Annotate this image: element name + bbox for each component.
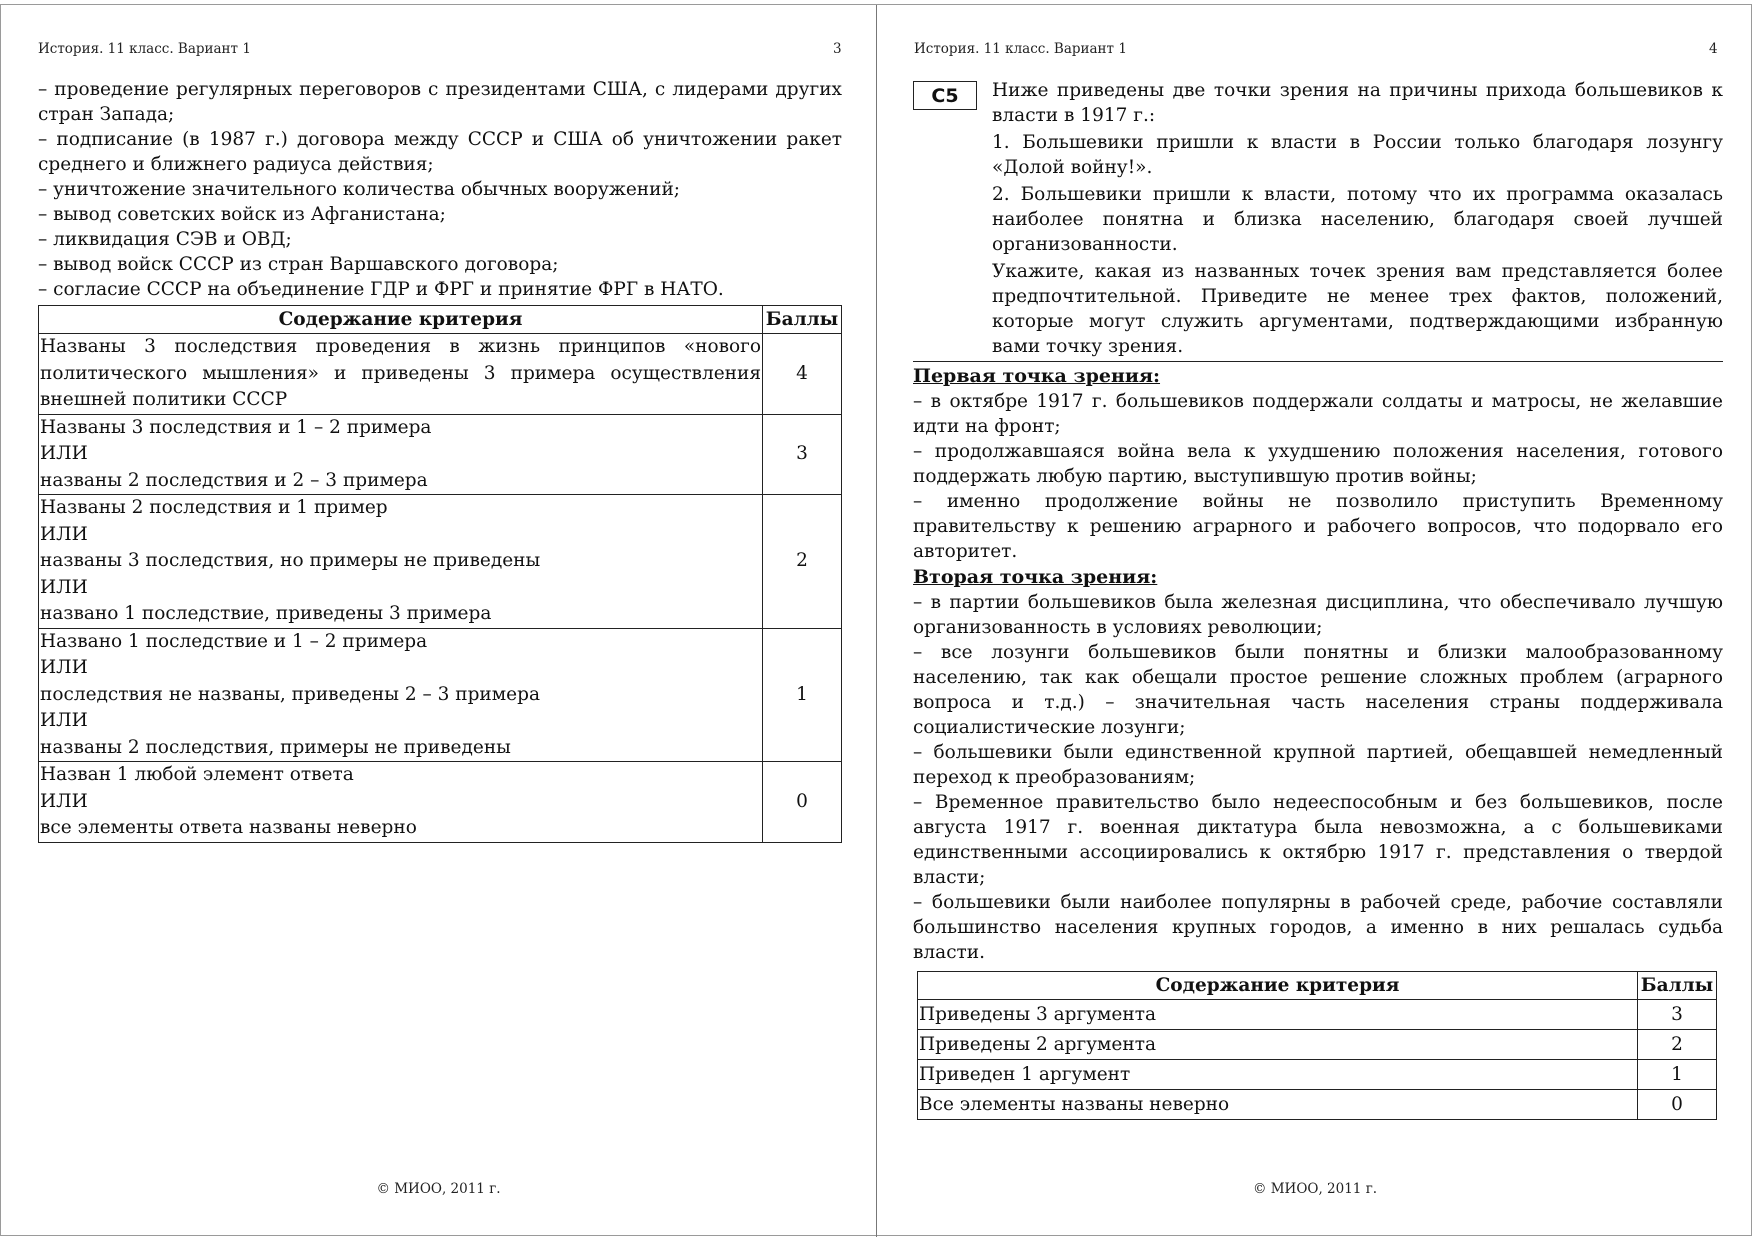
criterion-line: Названы 3 последствия и 1 – 2 примера [40, 416, 432, 438]
task-paragraph: 2. Большевики пришли к власти, потому что их программа оказалась наиболее понятна и близка населению, благодаря своей лучшей организованности. [992, 184, 1723, 255]
page-number: 4 [1709, 41, 1718, 57]
task-paragraph: 1. Большевики пришли к власти в России только благодаря лозунгу «Долой войну!». [992, 132, 1723, 178]
first-view-heading: Первая точка зрения: [913, 365, 1161, 387]
criterion-header: Содержание критерия [918, 972, 1638, 1000]
criterion-cell [39, 762, 763, 843]
consequences-list [38, 77, 842, 302]
page-4 [877, 5, 1753, 1237]
task-statement [992, 78, 1723, 361]
table-header-row [918, 972, 1717, 1000]
list-item: – уничтожение значительного количества обычных вооружений; [38, 179, 681, 200]
task-paragraph: Ниже приведены две точки зрения на причины прихода большевиков к власти в 1917 г.: [992, 80, 1723, 126]
table-row [918, 1090, 1717, 1120]
criterion-line: Названо 1 последствие и 1 – 2 примера [40, 630, 428, 652]
criterion-line: ИЛИ [40, 443, 88, 464]
page-footer: © МИОО, 2011 г. [376, 1181, 501, 1197]
criteria-table [917, 971, 1717, 1120]
criterion-line: ИЛИ [40, 710, 88, 731]
criterion-cell: Приведены 3 аргумента [918, 1000, 1638, 1030]
list-item: – большевики были единственной крупной партией, обещавшей немедленный переход к преобразованиям; [913, 742, 1723, 788]
score-header: Баллы [763, 306, 842, 334]
score-cell: 4 [763, 334, 842, 415]
task-paragraph: Укажите, какая из названных точек зрения вам представляется более предпочтительной. Приведите не менее трех фактов, положений, которые могут служить аргументами, подтверждающими избранную вами точку зрения. [992, 261, 1723, 357]
criterion-header: Содержание критерия [39, 306, 763, 334]
criterion-line: ИЛИ [40, 790, 88, 812]
score-cell: 0 [1638, 1090, 1717, 1120]
list-item: – вывод советских войск из Афганистана; [38, 204, 446, 225]
list-item: – согласие СССР на объединение ГДР и ФРГ и принятие ФРГ в НАТО. [38, 279, 724, 300]
list-item: – проведение регулярных переговоров с президентами США, с лидерами других стран Запада; [38, 79, 842, 125]
page-3 [1, 5, 877, 1237]
first-view-list [913, 389, 1723, 564]
criterion-line: названо 1 последствие, приведены 3 примера [40, 603, 492, 624]
table-row [918, 1060, 1717, 1090]
criterion-cell: Приведен 1 аргумент [918, 1060, 1638, 1090]
score-cell: 0 [763, 762, 842, 843]
criterion-line: ИЛИ [40, 576, 88, 598]
table-header-row [39, 306, 842, 334]
table-row [39, 628, 842, 762]
page-4-content [913, 78, 1723, 1120]
list-item: – ликвидация СЭВ и ОВД; [38, 229, 292, 250]
second-view-list [913, 590, 1723, 965]
score-cell: 2 [1638, 1030, 1717, 1060]
criterion-line: Назван 1 любой элемент ответа [40, 764, 354, 785]
score-cell: 3 [763, 414, 842, 495]
document-spread [0, 4, 1752, 1236]
score-cell: 2 [763, 495, 842, 629]
table-row [39, 762, 842, 843]
criterion-line: Названы 2 последствия и 1 пример [40, 497, 388, 518]
page-footer: © МИОО, 2011 г. [1252, 1181, 1378, 1197]
criterion-cell [39, 628, 763, 762]
second-view-heading: Вторая точка зрения: [913, 566, 1158, 588]
page-3-content [38, 77, 842, 843]
list-item: – продолжавшаяся война вела к ухудшению положения населения, готового поддержать любую партию, выступившую против войны; [913, 441, 1723, 487]
section-divider [913, 361, 1723, 362]
list-item: – большевики были наиболее популярны в рабочей среде, рабочие составляли большинство населения крупных городов, а именно в них решалась судьба власти. [913, 892, 1723, 963]
task-label: С5 [913, 81, 977, 110]
criterion-cell [39, 334, 763, 415]
score-cell: 3 [1638, 1000, 1717, 1030]
criterion-line: названы 2 последствия, примеры не приведены [40, 736, 511, 758]
criterion-line: ИЛИ [40, 523, 88, 545]
task-c5 [913, 78, 1723, 361]
list-item: – все лозунги большевиков были понятны и близки малообразованному населению, так как обещали простое решение сложных проблем (аграрного вопроса и т.д.) – значительная часть населения страны поддерживала социалистические лозунги; [913, 642, 1723, 738]
table-row [39, 414, 842, 495]
table-row [918, 1000, 1717, 1030]
criterion-line: Названы 3 последствия проведения в жизнь принципов «нового политического мышления» и приведены 3 примера осуществления внешней политики СССР [40, 336, 761, 410]
criterion-cell [39, 414, 763, 495]
criterion-cell: Приведены 2 аргумента [918, 1030, 1638, 1060]
list-item: – в октябре 1917 г. большевиков поддержали солдаты и матросы, не желавшие идти на фронт; [913, 391, 1723, 437]
table-row [918, 1030, 1717, 1060]
list-item: – Временное правительство было недееспособным и без большевиков, после августа 1917 г. военная диктатура была невозможна, а с большевиками единственными ассоциировались к октябрю 1917 г. представления о твердой власти; [913, 792, 1723, 888]
list-item: – именно продолжение войны не позволило приступить Временному правительству к решению аграрного и рабочего вопросов, что подорвало его авторитет. [913, 491, 1723, 562]
list-item: – в партии большевиков была железная дисциплина, что обеспечивало лучшую организованность в условиях революции; [913, 592, 1723, 638]
running-head: История. 11 класс. Вариант 1 [914, 41, 1127, 57]
list-item: – подписание (в 1987 г.) договора между СССР и США об уничтожении ракет среднего и ближнего радиуса действия; [38, 129, 842, 175]
criterion-line: названы 2 последствия и 2 – 3 примера [40, 469, 428, 491]
score-header: Баллы [1638, 972, 1717, 1000]
score-cell: 1 [1638, 1060, 1717, 1090]
page-number: 3 [833, 41, 842, 57]
criterion-line: все элементы ответа названы неверно [40, 817, 417, 838]
table-row [39, 495, 842, 629]
table-row [39, 334, 842, 415]
running-head: История. 11 класс. Вариант 1 [38, 41, 251, 57]
list-item: – вывод войск СССР из стран Варшавского договора; [38, 254, 559, 275]
criterion-cell: Все элементы названы неверно [918, 1090, 1638, 1120]
criteria-table [38, 305, 842, 843]
criterion-line: последствия не названы, приведены 2 – 3 примера [40, 683, 540, 705]
criterion-cell [39, 495, 763, 629]
score-cell: 1 [763, 628, 842, 762]
criterion-line: ИЛИ [40, 657, 88, 678]
criterion-line: названы 3 последствия, но примеры не приведены [40, 550, 541, 571]
